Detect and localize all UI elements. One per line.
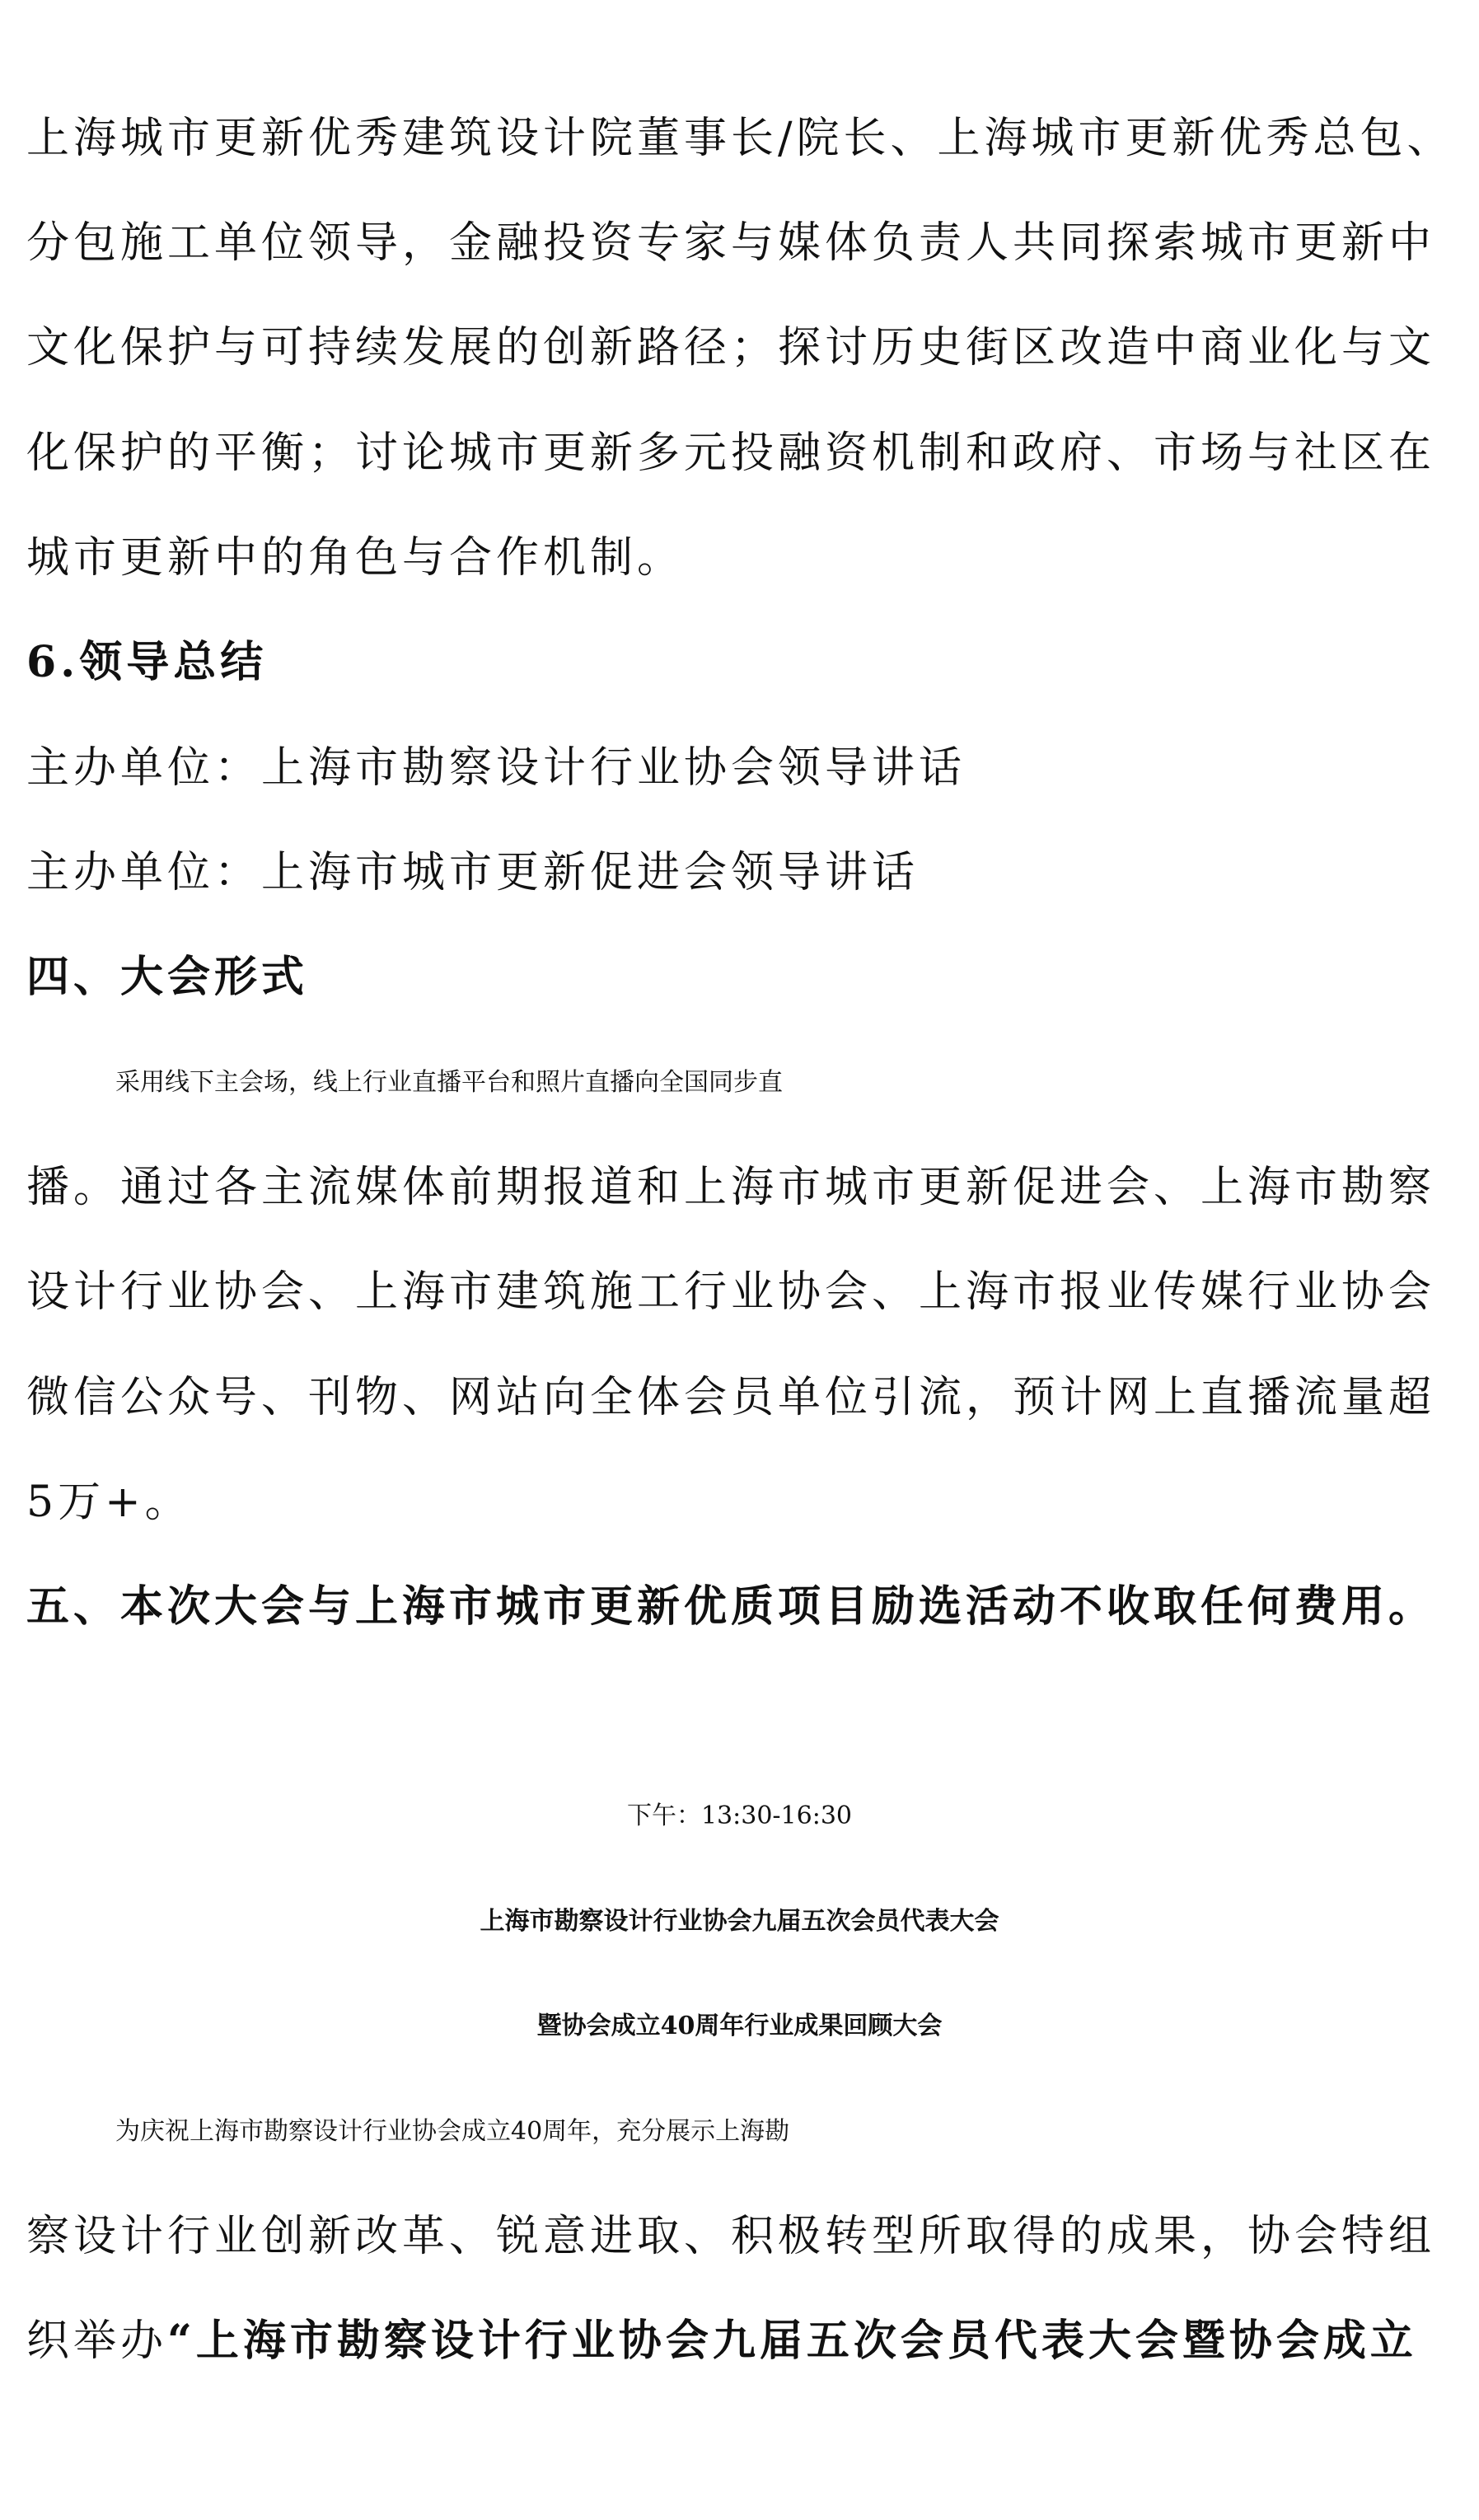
- paragraph-line: 设计行业协会、上海市建筑施工行业协会、上海市报业传媒行业协会: [26, 1267, 1436, 1317]
- paragraph-line: 察设计行业创新改革、锐意进取、积极转型所取得的成果，协会特组: [26, 2212, 1436, 2261]
- session-time: 下午：13:30-16:30: [626, 1801, 853, 1830]
- host-speech-item: 主办单位：上海市城市更新促进会领导讲话: [26, 848, 920, 897]
- host-speech-item: 主办单位：上海市勘察设计行业协会领导讲话: [26, 743, 966, 793]
- paragraph-line: 化保护的平衡；讨论城市更新多元投融资机制和政府、市场与社区在: [26, 429, 1436, 478]
- paragraph-line: 微信公众号、刊物、网站向全体会员单位引流，预计网上直播流量超: [26, 1373, 1436, 1422]
- paragraph-line: 城市更新中的角色与合作机制。: [26, 533, 685, 583]
- section-heading-4: 四、大会形式: [26, 952, 309, 1002]
- paragraph-line: 上海城市更新优秀建筑设计院董事长/院长、上海城市更新优秀总包、: [26, 114, 1454, 163]
- section-heading-5: 五、本次大会与上海市城市更新优质项目励选活动不收取任何费用。: [26, 1581, 1436, 1632]
- section-heading-6: 6.领导总结: [26, 637, 268, 687]
- quoted-meeting-title: “上海市勘察设计行业协会九届五次会员代表大会暨协会成立: [167, 2316, 1417, 2366]
- session-title-line-1: 上海市勘察设计行业协会九届五次会员代表大会: [480, 1907, 999, 1936]
- session-title-line-2: 暨协会成立40周年行业成果回顾大会: [536, 2012, 943, 2040]
- paragraph-text: 织举办: [26, 2316, 168, 2366]
- paragraph-line: 5万+。: [26, 1478, 192, 1527]
- paragraph-line: [26, 2315, 1460, 2368]
- paragraph-line: 播。通过各主流媒体前期报道和上海市城市更新促进会、上海市勘察: [26, 1163, 1436, 1212]
- paragraph-line: 文化保护与可持续发展的创新路径；探讨历史街区改造中商业化与文: [26, 323, 1436, 372]
- paragraph-line: 分包施工单位领导，金融投资专家与媒体负责人共同探索城市更新中: [26, 218, 1436, 268]
- paragraph-line: 为庆祝上海市勘察设计行业协会成立40周年，充分展示上海勘: [115, 2117, 790, 2146]
- paragraph-line: 采用线下主会场，线上行业直播平台和照片直播向全国同步直: [115, 1068, 783, 1097]
